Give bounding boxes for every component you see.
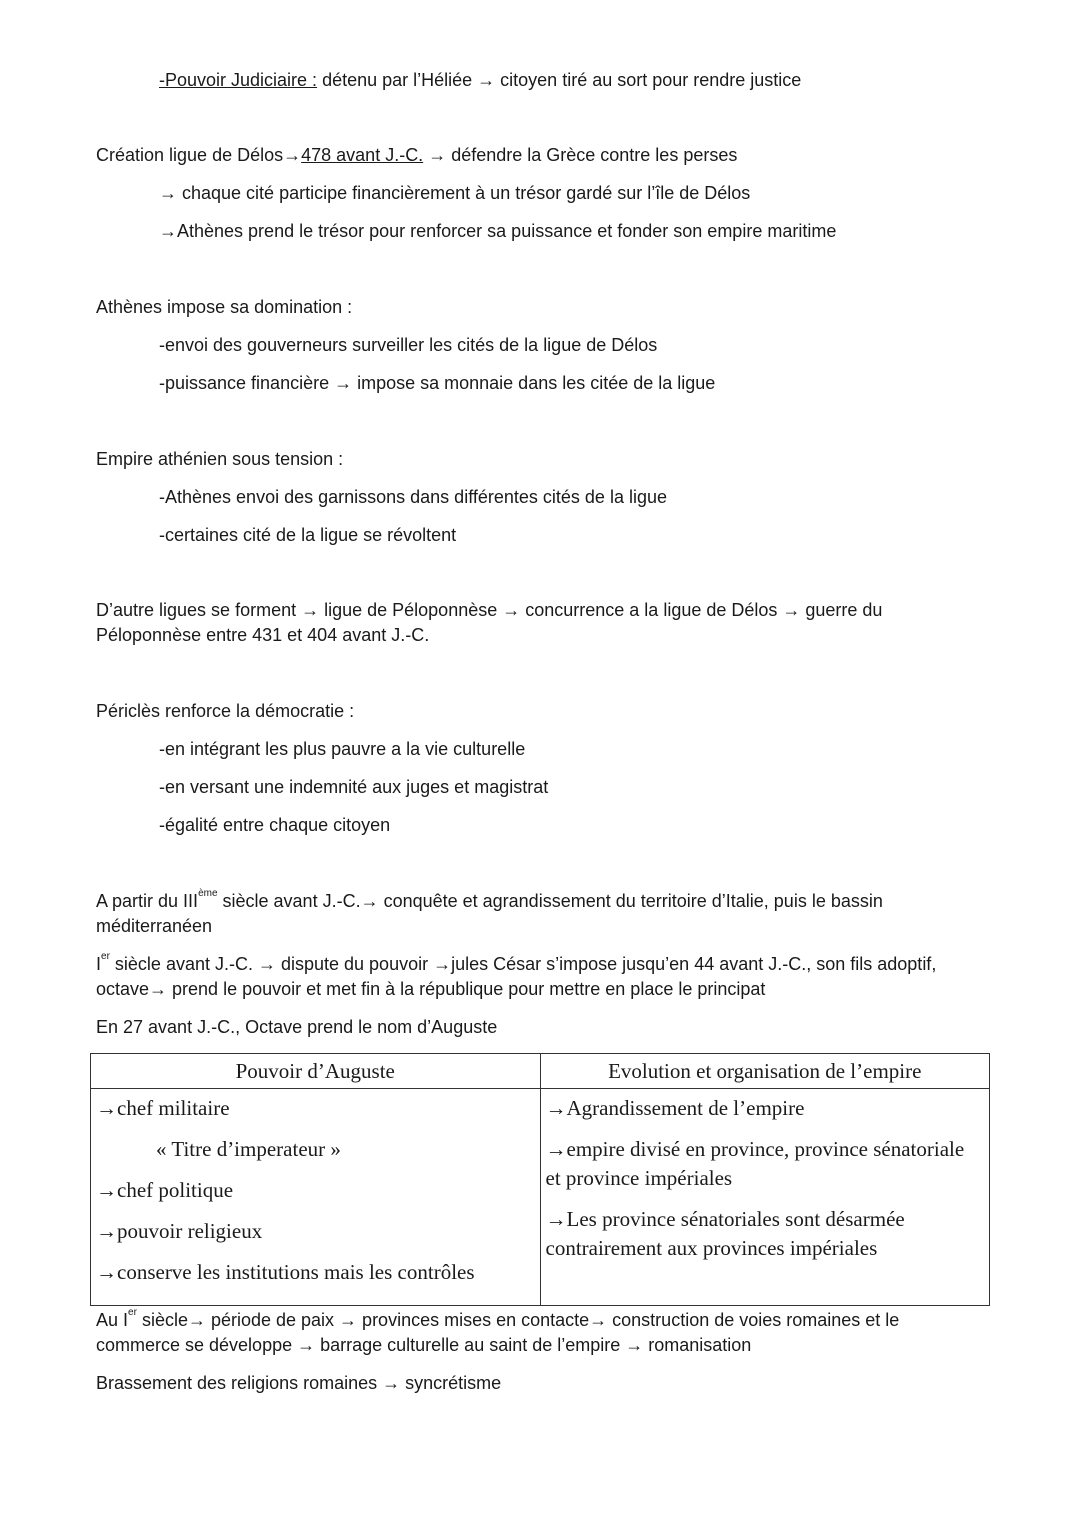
paragraph: En 27 avant J.-C., Octave prend le nom d’Auguste: [96, 1017, 498, 1037]
list-item: → chaque cité participe financièrement à un trésor gardé sur l’île de Délos: [159, 183, 751, 203]
superscript: er: [101, 951, 110, 962]
auguste-table: [90, 1053, 990, 1306]
superscript: er: [128, 1307, 137, 1318]
list-item: -puissance financière → impose sa monnaie dans les citée de la ligue: [159, 373, 716, 393]
section-heading: Athènes impose sa domination :: [96, 297, 353, 317]
list-item: →pouvoir religieux: [96, 1219, 263, 1243]
paragraph: D’autre ligues se forment → ligue de Péloponnèse → concurrence a la ligue de Délos → guerre du Péloponnèse entre 431 et 404 avant J.-C.: [96, 600, 883, 645]
text: A partir du III: [96, 891, 199, 911]
list-item: -certaines cité de la ligue se révoltent: [159, 525, 457, 545]
list-item: « Titre d’imperateur »: [156, 1137, 341, 1161]
list-item: -en versant une indemnité aux juges et magistrat: [159, 777, 549, 797]
text: Création ligue de Délos→: [96, 145, 302, 165]
text: siècle avant J.-C. → dispute du pouvoir →jules César s’impose jusqu’en 44 avant J.-C., son fils adoptif, octave→ prend le pouvoir et met fin à la république pour mettre en place le principat: [96, 954, 937, 999]
section-heading: Périclès renforce la démocratie :: [96, 701, 355, 721]
table-header: Evolution et organisation de l’empire: [540, 1054, 990, 1089]
list-item: -en intégrant les plus pauvre a la vie culturelle: [159, 739, 526, 759]
section-heading: Empire athénien sous tension :: [96, 449, 344, 469]
table-cell-right: [540, 1089, 990, 1306]
text: I: [96, 954, 102, 974]
paragraph: Brassement des religions romaines → syncrétisme: [96, 1373, 502, 1393]
text: → défendre la Grèce contre les perses: [423, 145, 738, 165]
text: Au I: [96, 1310, 129, 1330]
list-item: -envoi des gouverneurs surveiller les cités de la ligue de Délos: [159, 335, 658, 355]
list-item: →chef politique: [96, 1178, 234, 1202]
list-item: →Agrandissement de l’empire: [545, 1096, 805, 1120]
date: 478 avant J.-C.: [301, 145, 424, 165]
text: siècle avant J.-C.→ conquête et agrandissement du territoire d’Italie, puis le bassin méditerranéen: [96, 891, 883, 936]
judicial-label: -Pouvoir Judiciaire :: [159, 70, 318, 90]
text: siècle→ période de paix → provinces mises en contacte→ construction de voies romaines et le commerce se développe → barrage culturelle au saint de l’empire → romanisation: [96, 1310, 900, 1355]
superscript: ème: [198, 888, 218, 899]
list-item: -égalité entre chaque citoyen: [159, 815, 391, 835]
list-item: -Athènes envoi des garnissons dans différentes cités de la ligue: [159, 487, 667, 507]
judicial-text: détenu par l’Héliée → citoyen tiré au sort pour rendre justice: [317, 70, 802, 90]
list-item: →Athènes prend le trésor pour renforcer sa puissance et fonder son empire maritime: [159, 221, 837, 241]
delos-league-line: [96, 144, 737, 166]
paragraph: [96, 952, 991, 1002]
list-item: →Les province sénatoriales sont désarmée contrairement aux provinces impériales: [545, 1207, 905, 1260]
list-item: →empire divisé en province, province sénatoriale et province impériales: [545, 1137, 965, 1190]
judicial-power-line: [159, 69, 801, 91]
list-item: →chef militaire: [96, 1096, 230, 1120]
table-header: Pouvoir d’Auguste: [91, 1054, 541, 1089]
table-cell-left: [91, 1089, 541, 1306]
paragraph: [96, 889, 946, 939]
paragraph: [96, 1308, 956, 1358]
list-item: →conserve les institutions mais les contrôles: [96, 1260, 475, 1284]
